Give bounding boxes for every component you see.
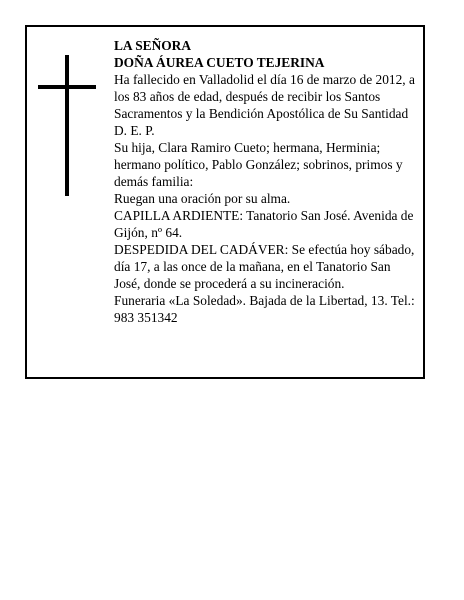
- deceased-name: DOÑA ÁUREA CUETO TEJERINA: [114, 55, 325, 70]
- prayer-request: Ruegan una oración por su alma.: [114, 191, 291, 206]
- cross-vertical-bar: [65, 55, 69, 196]
- wake-location: CAPILLA ARDIENTE: Tanatorio San José. Avenida de Gijón, nº 64.: [114, 208, 414, 240]
- notice-body: [114, 37, 419, 326]
- funeral-details: DESPEDIDA DEL CADÁVER: Se efectúa hoy sábado, día 17, a las once de la mañana, en el Tanatorio San José, donde se procederá a su incineración.: [114, 242, 415, 291]
- death-announcement: Ha fallecido en Valladolid el día 16 de marzo de 2012, a los 83 años de edad, después de recibir los Santos Sacramentos y la Bendición Apostólica de Su Santidad D. E. P.: [114, 72, 415, 138]
- family-list: Su hija, Clara Ramiro Cueto; hermana, Herminia; hermano político, Pablo González; sobrinos, primos y demás familia:: [114, 140, 403, 189]
- funeral-home-contact: Funeraria «La Soledad». Bajada de la Libertad, 13. Tel.: 983 351342: [114, 293, 415, 325]
- cross-horizontal-bar: [38, 85, 96, 89]
- notice-title: LA SEÑORA: [114, 38, 192, 53]
